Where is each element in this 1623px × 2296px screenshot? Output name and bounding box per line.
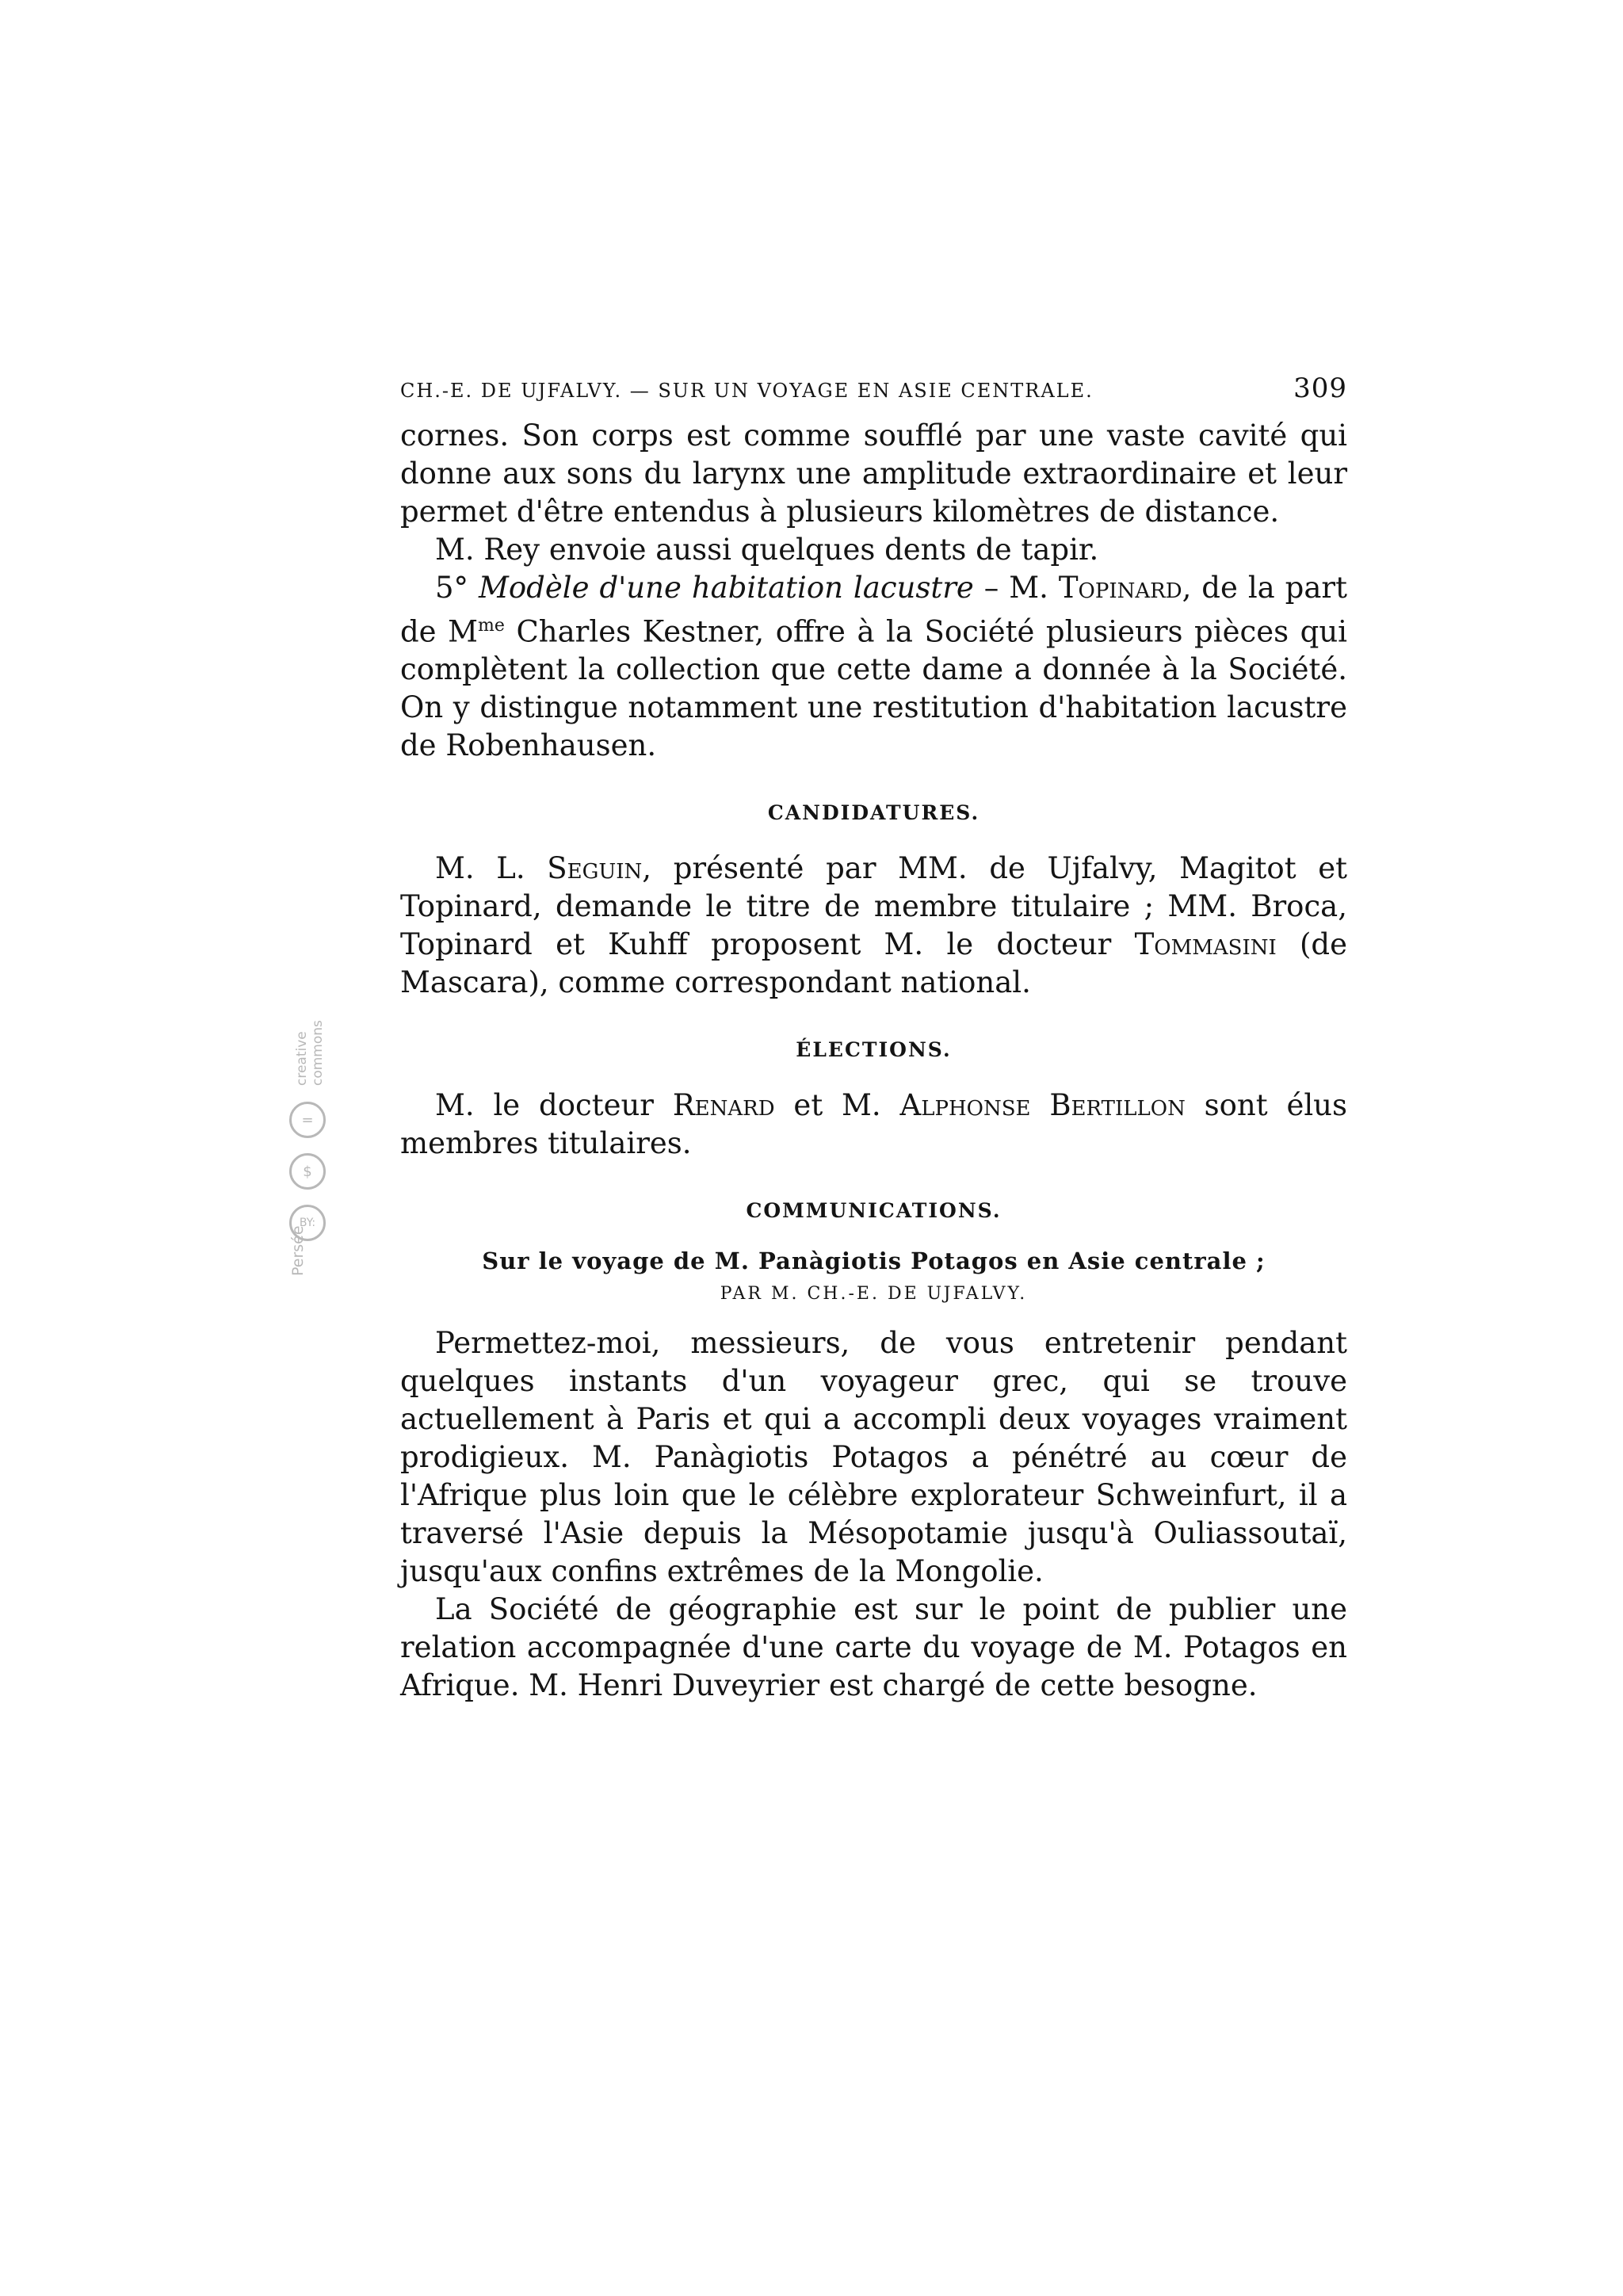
elec-text-3: sont élus membres titulaires. (400, 1088, 1347, 1161)
persee-cc-watermark (281, 983, 337, 1284)
cand-text-3: (de Mascara), comme correspondant national. (400, 927, 1348, 1000)
paragraph-permettez: Permettez-moi, messieurs, de vous entretenir pendant quelques instants d'un voyageur grec, qui se trouve actuellement à Paris et qui a accompli deux voyages vraiment prodigieux. M. Panàgiotis Potagos a pénétré au cœur de l'Afrique plus loin que le célèbre explorateur Schweinfurt, il a traversé l'Asie depuis la Mésopotamie jusqu'à Ouliassoutaï, jusqu'aux confins extrêmes de la Mongolie. (400, 1326, 1347, 1589)
section-heading-candidatures: CANDIDATURES. (767, 801, 980, 825)
name-renard: Renard (672, 1088, 775, 1123)
paragraph-elections (400, 1087, 1347, 1163)
creative-commons-label-top: creative (294, 1031, 310, 1086)
paragraph-candidatures (400, 850, 1347, 1002)
elec-text-1: M. le docteur (435, 1088, 673, 1123)
no-derivatives-icon: = (289, 1102, 326, 1138)
item-text-b: Charles Kestner, offre à la Société plusieurs pièces qui complètent la collection que cette dame a donnée à la Société. On y distingue notamment une restitution d'habitation lacustre de Robenhausen. (400, 614, 1347, 763)
section-heading-communications: COMMUNICATIONS. (746, 1199, 1002, 1223)
section-heading-elections: ÉLECTIONS. (796, 1038, 952, 1062)
persee-brand-label: Persée (289, 1225, 307, 1276)
page-number: 309 (1293, 372, 1347, 404)
cc-by-icon (289, 1205, 326, 1241)
title-superscript: me (478, 616, 505, 636)
creative-commons-label-bottom: commons (310, 1020, 326, 1086)
non-commercial-icon: $ (289, 1153, 326, 1190)
name-seguin: Seguin (547, 851, 643, 886)
cand-text-2: , présenté par MM. de Ujfalvy, Magitot et Topinard, demande le titre de membre titulaire ; MM. Broca, Topinard et Kuhff proposent M. le docteur (400, 851, 1347, 962)
cand-text-1: M. L. (435, 851, 548, 886)
item-dash: – M. (973, 571, 1059, 605)
item-title: Modèle d'une habitation lacustre (479, 571, 974, 605)
running-head-title: CH.-E. DE UJFALVY. — SUR UN VOYAGE EN ASIE CENTRALE. (400, 380, 1094, 402)
communication-byline: PAR M. CH.-E. DE UJFALVY. (720, 1284, 1028, 1305)
name-bertillon: Alphonse Bertillon (899, 1088, 1186, 1123)
paragraph-rey: M. Rey envoie aussi quelques dents de tapir. (435, 533, 1099, 567)
running-head (400, 372, 1347, 404)
paragraph-societe-geographie: La Société de géographie est sur le point de publier une relation accompagnée d'une carte du voyage de M. Potagos en Afrique. M. Henri Duveyrier est chargé de cette besogne. (400, 1592, 1347, 1703)
document-page (400, 372, 1347, 1705)
paragraph-cornes: cornes. Son corps est comme soufflé par une vaste cavité qui donne aux sons du larynx une amplitude extraordinaire et leur permet d'être entendus à plusieurs kilomètres de distance. (400, 418, 1347, 529)
name-tommasini: Tommasini (1134, 927, 1277, 962)
communication-title: Sur le voyage de M. Panàgiotis Potagos en Asie centrale ; (482, 1247, 1266, 1275)
elec-text-2: et M. (774, 1088, 900, 1123)
cc-badge-label: BY: (299, 1217, 316, 1229)
name-topinard: Topinard (1058, 571, 1182, 605)
paragraph-modele (400, 569, 1347, 765)
item-number: 5° (435, 571, 469, 605)
item-text-a: , de la part de M (400, 571, 1347, 649)
